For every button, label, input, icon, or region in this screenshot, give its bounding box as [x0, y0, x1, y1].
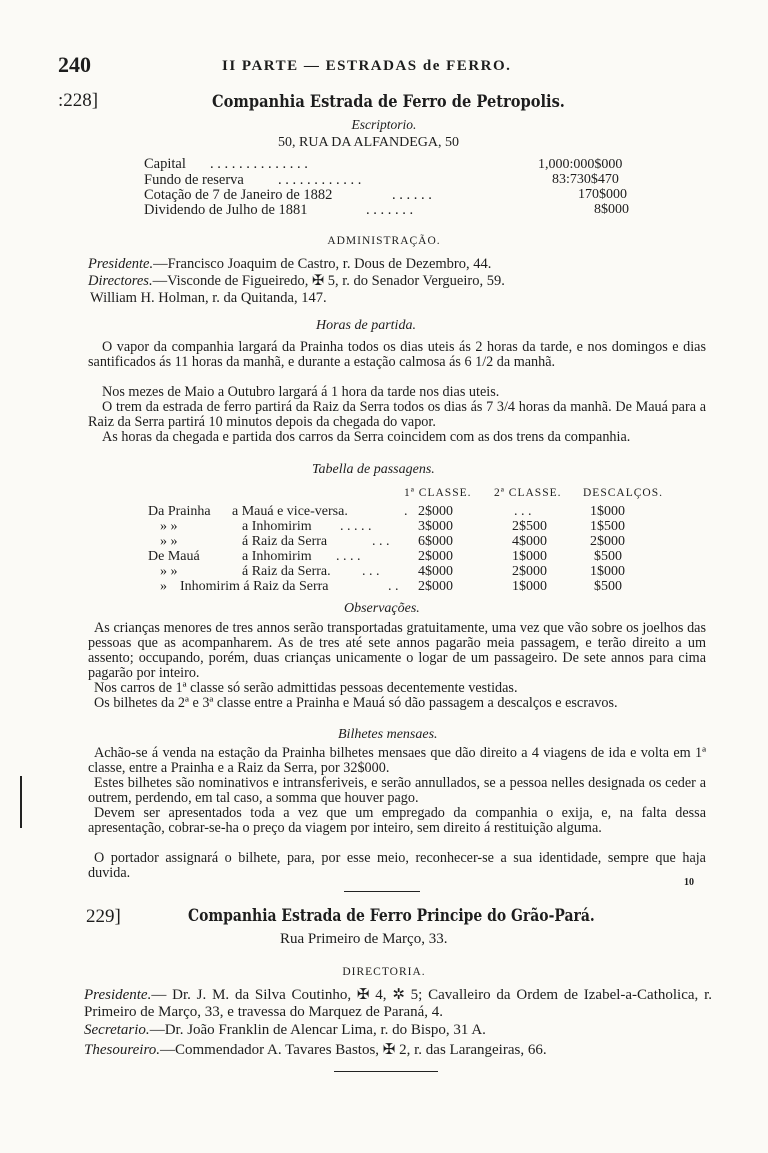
- fare-column-header: DESCALÇOS.: [583, 487, 663, 499]
- finance-value: 1,000:000$000: [538, 157, 623, 172]
- fare-first-class: 6$000: [418, 534, 453, 549]
- company-title-petropolis: Companhia Estrada de Ferro de Petropolis.: [212, 92, 565, 112]
- treasurer-label: Thesoureiro.: [84, 1042, 160, 1058]
- fare-first-class: 4$000: [418, 564, 453, 579]
- fare-column-header: 1ª CLASSE.: [404, 487, 472, 499]
- fare-to: á Raiz da Serra: [242, 534, 328, 549]
- finance-label: Capital: [144, 156, 186, 172]
- monthly-paragraph: Estes bilhetes são nominativos e intransferiveis, e serão annullados, se a pessoa nelles designada os ceder a outrem, perdendo, em tal caso, a somma que houver pago.: [88, 775, 706, 806]
- fare-second-class: 1$000: [512, 579, 547, 594]
- finance-leaders: . . . . . .: [392, 187, 432, 203]
- margin-mark: [20, 776, 22, 828]
- president-text: —Francisco Joaquim de Castro, r. Dous de Dezembro, 44.: [153, 256, 492, 272]
- fare-barefoot: 2$000: [590, 534, 625, 549]
- directors-line-2: William H. Holman, r. da Quitanda, 147.: [90, 290, 327, 306]
- fare-dots: .: [404, 504, 408, 519]
- fare-to: a Inhomirim: [242, 519, 312, 534]
- office-label: Escriptorio.: [351, 117, 417, 132]
- secretary-line: [84, 1022, 486, 1039]
- fare-from: De Mauá: [148, 549, 200, 564]
- finance-row: [144, 202, 414, 219]
- observation-paragraph: As crianças menores de tres annos serão transportadas gratuitamente, uma vez que vão sobre os joelhos das pessoas que as acompanharem. As de tres até sete annos pagarão meia passagem, e terão direito a um assento; occupando, porém, duas crianças unicamente o logar de um passageiro. De sete annos para cima pagarão por inteiro.: [88, 620, 706, 681]
- fare-to: á Raiz da Serra.: [242, 564, 331, 579]
- section-divider: [344, 891, 420, 892]
- monthly-paragraph: O portador assignará o bilhete, para, por esse meio, reconhecer-se a sua identidade, sempre que haja duvida.: [88, 850, 706, 881]
- departure-paragraph: O vapor da companhia largará da Prainha todos os dias uteis ás 2 horas da tarde, e nos domingos e dias santificados ás 11 horas da manhã, e durante a estação calmosa ás 6 1/2 da manhã.: [88, 339, 706, 370]
- finance-label: Dividendo de Julho de 1881: [144, 202, 308, 218]
- fare-barefoot: $500: [594, 549, 622, 564]
- fares-heading: Tabella de passagens.: [312, 462, 435, 477]
- admin-heading: ADMINISTRAÇÃO.: [327, 235, 441, 247]
- observation-paragraph: Nos carros de 1ª classe só serão admittidas pessoas decentemente vestidas.: [94, 680, 518, 696]
- fare-dots: . . .: [372, 534, 390, 549]
- fare-dots: . . .: [362, 564, 380, 579]
- observations-heading: Observações.: [344, 601, 420, 616]
- finance-leaders: . . . . . . . . . . . .: [278, 172, 362, 188]
- fare-from: » »: [160, 564, 178, 579]
- fare-second-class: . . .: [514, 504, 532, 519]
- fare-dots: . . . . .: [340, 519, 372, 534]
- page-number: 240: [58, 52, 91, 77]
- departure-paragraph: O trem da estrada de ferro partirá da Raiz da Serra todos os dias ás 7 3/4 horas da manhã. De Mauá para a Raiz da Serra partirá 10 minutos depois da chegada do vapor.: [88, 399, 706, 430]
- fare-to: Inhomirim á Raiz da Serra: [180, 579, 329, 594]
- monthly-paragraph: Achão-se á venda na estação da Prainha bilhetes mensaes que dão direito a 4 viagens de ida e volta em 1ª classe, entre a Prainha e a Raiz da Serra, por 32$000.: [88, 745, 706, 776]
- directors-line: [88, 273, 505, 290]
- departure-paragraph: Nos mezes de Maio a Outubro largará á 1 hora da tarde nos dias uteis.: [102, 384, 500, 400]
- fare-second-class: 2$000: [512, 564, 547, 579]
- fare-barefoot: 1$500: [590, 519, 625, 534]
- secretary-text: —Dr. João Franklin de Alencar Lima, r. do Bispo, 31 A.: [149, 1022, 486, 1038]
- fare-from: »: [160, 579, 167, 594]
- fare-to: a Inhomirim: [242, 549, 312, 564]
- bottom-divider: [334, 1071, 438, 1072]
- fare-from: » »: [160, 519, 178, 534]
- fare-first-class: 2$000: [418, 579, 453, 594]
- directors-text: —Visconde de Figueiredo, ✠ 5, r. do Senador Vergueiro, 59.: [152, 273, 505, 289]
- fare-from: » »: [160, 534, 178, 549]
- fare-barefoot: 1$000: [590, 504, 625, 519]
- fare-second-class: 1$000: [512, 549, 547, 564]
- departure-paragraph: As horas da chegada e partida dos carros da Serra coincidem com as dos trens da companhia.: [102, 429, 631, 445]
- finance-value: 170$000: [578, 187, 627, 202]
- secretary-label: Secretario.: [84, 1022, 150, 1038]
- treasurer-line: [84, 1040, 547, 1059]
- finance-leaders: . . . . . . . . . . . . . .: [210, 156, 308, 172]
- finance-value: 83:730$470: [552, 172, 619, 187]
- monthly-heading: Bilhetes mensaes.: [338, 727, 438, 742]
- fare-dots: . .: [388, 579, 399, 594]
- board-heading: DIRECTORIA.: [342, 966, 426, 978]
- finance-label: Fundo de reserva: [144, 172, 244, 188]
- monthly-paragraph: Devem ser apresentados toda a vez que um empregado da companhia o exija, e, na falta dessa apresentação, cobrar-se-ha o preço da viagem por inteiro, sem direito á restituição alguma.: [88, 805, 706, 836]
- fare-first-class: 2$000: [418, 549, 453, 564]
- fare-barefoot: $500: [594, 579, 622, 594]
- president-label: Presidente.: [88, 256, 154, 272]
- signature-mark: 10: [684, 877, 694, 888]
- president-229-text: — Dr. J. M. da Silva Coutinho, ✠ 4, ✲ 5; Cavalleiro da Ordem de Izabel-a-Catholica, r. Primeiro de Março, 33, e travessa do Marquez de Paraná, 4.: [84, 987, 712, 1020]
- observation-paragraph: Os bilhetes da 2ª e 3ª classe entre a Prainha e Mauá só dão passagem a descalços e escravos.: [94, 695, 618, 711]
- fare-from: Da Prainha: [148, 504, 211, 519]
- fare-second-class: 4$000: [512, 534, 547, 549]
- fare-second-class: 2$500: [512, 519, 547, 534]
- treasurer-text: —Commendador A. Tavares Bastos, ✠ 2, r. das Larangeiras, 66.: [159, 1042, 547, 1058]
- president-229-label: Presidente.: [84, 987, 152, 1003]
- finance-label: Cotação de 7 de Janeiro de 1882: [144, 187, 333, 203]
- fare-to: a Mauá e vice-versa.: [232, 504, 348, 519]
- president-229-line: [84, 987, 712, 1021]
- entry-number-229: 229]: [86, 906, 121, 927]
- office-address: 50, RUA DA ALFANDEGA, 50: [278, 135, 459, 150]
- running-title: II PARTE — ESTRADAS de FERRO.: [222, 58, 512, 74]
- fare-column-header: 2ª CLASSE.: [494, 487, 562, 499]
- finance-row: [144, 156, 308, 172]
- entry-number-228: :228]: [58, 90, 99, 111]
- company-title-grao-para: Companhia Estrada de Ferro Principe do Grão-Pará.: [188, 906, 595, 926]
- fare-first-class: 3$000: [418, 519, 453, 534]
- directors-label: Directores.: [88, 273, 153, 289]
- finance-value: 8$000: [594, 202, 629, 217]
- fare-barefoot: 1$000: [590, 564, 625, 579]
- departures-heading: Horas de partida.: [316, 318, 416, 333]
- president-line: [88, 256, 491, 273]
- fare-dots: . . . .: [336, 549, 361, 564]
- finance-leaders: . . . . . . .: [366, 202, 414, 218]
- office-address-229: Rua Primeiro de Março, 33.: [280, 931, 448, 947]
- fare-first-class: 2$000: [418, 504, 453, 519]
